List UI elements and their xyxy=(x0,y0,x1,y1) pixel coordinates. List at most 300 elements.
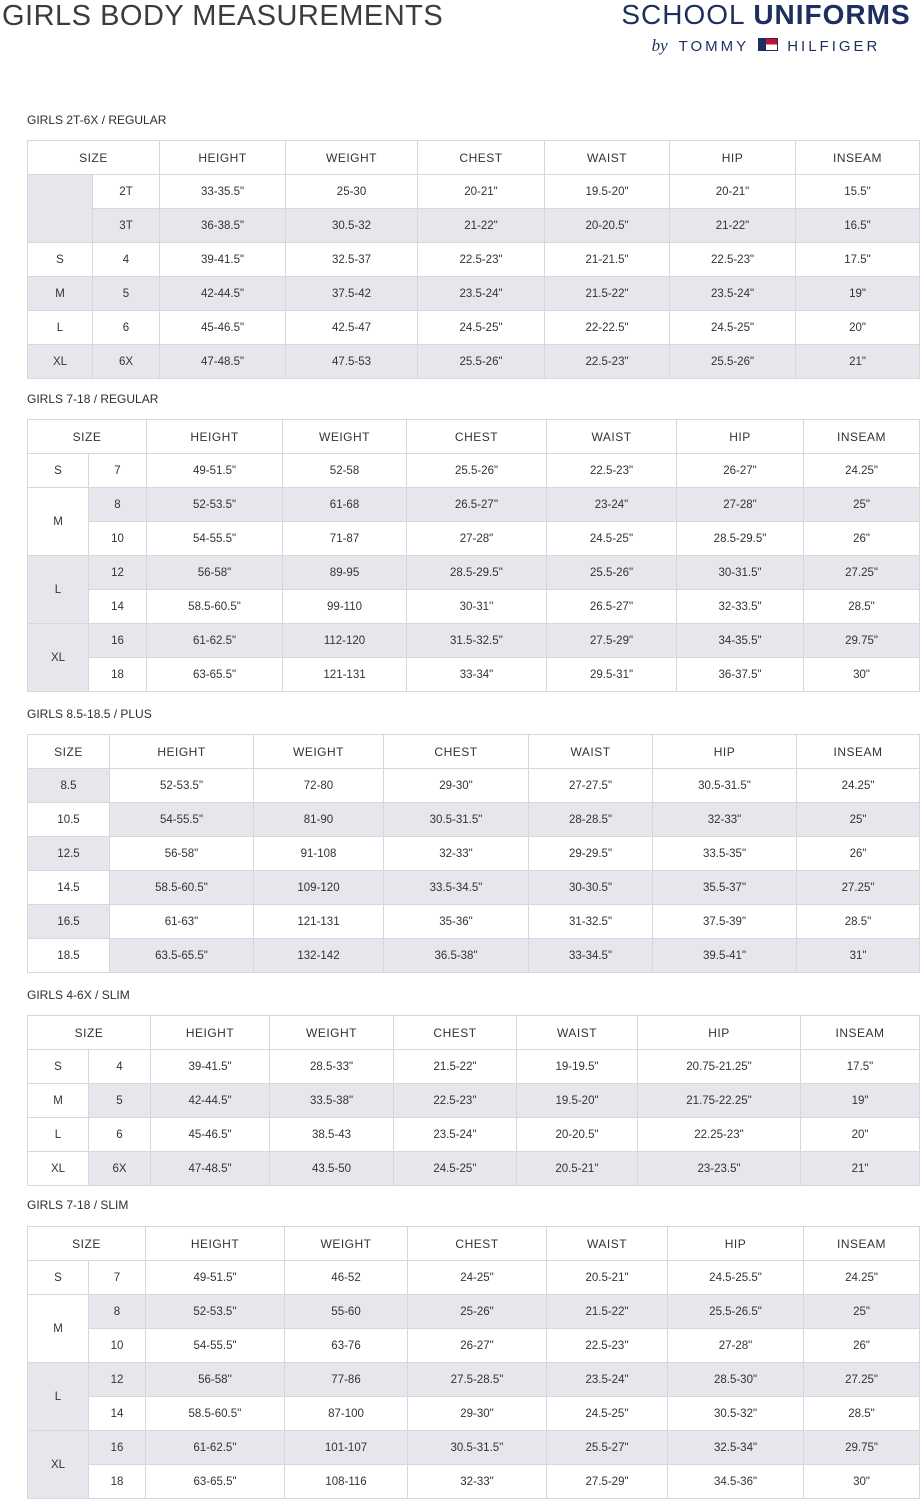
hip-cell: 24.5-25.5" xyxy=(668,1261,804,1295)
col-height: HEIGHT xyxy=(160,141,286,175)
chest-cell: 26-27" xyxy=(408,1329,547,1363)
size-group: L xyxy=(28,311,93,345)
size-cell: 10.5 xyxy=(28,803,110,837)
weight-cell: 55-60 xyxy=(285,1295,408,1329)
size-cell: 5 xyxy=(93,277,160,311)
inseam-cell: 30" xyxy=(804,1465,920,1499)
chest-cell: 22.5-23'' xyxy=(394,1084,517,1118)
chest-cell: 36.5-38" xyxy=(384,939,529,973)
inseam-cell: 25" xyxy=(797,803,920,837)
weight-cell: 89-95 xyxy=(283,556,407,590)
hip-cell: 25.5-26" xyxy=(670,345,796,379)
col-hip: HIP xyxy=(668,1227,804,1261)
height-cell: 63.5-65.5" xyxy=(110,939,254,973)
weight-cell: 42.5-47 xyxy=(286,311,418,345)
col-chest: CHEST xyxy=(384,735,529,769)
table-row xyxy=(28,871,920,905)
height-cell: 56-58" xyxy=(147,556,283,590)
height-cell: 52-53.5" xyxy=(147,488,283,522)
hip-cell: 20-21" xyxy=(670,175,796,209)
table-header-row xyxy=(28,1227,920,1261)
hip-cell: 26-27" xyxy=(677,454,804,488)
chest-cell: 30.5-31.5'' xyxy=(408,1431,547,1465)
table-row xyxy=(28,803,920,837)
weight-cell: 77-86 xyxy=(285,1363,408,1397)
inseam-cell: 27.25" xyxy=(804,1363,920,1397)
chest-cell: 30.5-31.5" xyxy=(384,803,529,837)
col-chest: CHEST xyxy=(408,1227,547,1261)
height-cell: 54-55.5" xyxy=(146,1329,285,1363)
col-size: SIZE xyxy=(28,735,110,769)
col-hip: HIP xyxy=(670,141,796,175)
size-cell: 7 xyxy=(89,454,147,488)
page-title: GIRLS BODY MEASUREMENTS xyxy=(2,0,444,32)
height-cell: 36-38.5" xyxy=(160,209,286,243)
hip-cell: 28.5-30" xyxy=(668,1363,804,1397)
hip-cell: 36-37.5" xyxy=(677,658,804,692)
inseam-cell: 24.25" xyxy=(804,1261,920,1295)
size-group xyxy=(28,175,93,243)
table-row xyxy=(28,905,920,939)
weight-cell: 33.5-38" xyxy=(270,1084,394,1118)
waist-cell: 30-30.5" xyxy=(529,871,653,905)
table-header-row xyxy=(28,420,920,454)
size-cell: 3T xyxy=(93,209,160,243)
height-cell: 56-58" xyxy=(110,837,254,871)
inseam-cell: 15.5" xyxy=(796,175,920,209)
hip-cell: 22.25-23" xyxy=(638,1118,801,1152)
waist-cell: 22-22.5" xyxy=(545,311,670,345)
size-cell: 14 xyxy=(89,590,147,624)
inseam-cell: 26" xyxy=(804,1329,920,1363)
hip-cell: 30-31.5" xyxy=(677,556,804,590)
table-row xyxy=(28,311,920,345)
brand-logo xyxy=(621,0,911,56)
chest-cell: 20-21" xyxy=(418,175,545,209)
col-size: SIZE xyxy=(28,1227,146,1261)
height-cell: 54-55.5" xyxy=(110,803,254,837)
height-cell: 33-35.5" xyxy=(160,175,286,209)
waist-cell: 21-21.5" xyxy=(545,243,670,277)
table-header-row xyxy=(28,141,920,175)
table-row xyxy=(28,277,920,311)
waist-cell: 23-24" xyxy=(547,488,677,522)
col-height: HEIGHT xyxy=(146,1227,285,1261)
chest-cell: 24.5-25" xyxy=(418,311,545,345)
chest-cell: 33.5-34.5" xyxy=(384,871,529,905)
waist-cell: 31-32.5" xyxy=(529,905,653,939)
waist-cell: 25.5-27" xyxy=(547,1431,668,1465)
col-waist: WAIST xyxy=(547,1227,668,1261)
inseam-cell: 24.25" xyxy=(804,454,920,488)
hip-cell: 32-33" xyxy=(653,803,797,837)
weight-cell: 37.5-42 xyxy=(286,277,418,311)
chest-cell: 32-33" xyxy=(408,1465,547,1499)
chest-cell: 23.5-24" xyxy=(418,277,545,311)
col-height: HEIGHT xyxy=(110,735,254,769)
hip-cell: 32.5-34" xyxy=(668,1431,804,1465)
table-row xyxy=(28,1329,920,1363)
chest-cell: 25-26" xyxy=(408,1295,547,1329)
height-cell: 61-62.5" xyxy=(147,624,283,658)
height-cell: 39-41.5" xyxy=(151,1050,270,1084)
table-row xyxy=(28,243,920,277)
weight-cell: 121-131 xyxy=(283,658,407,692)
section-title-2t-6x-regular: GIRLS 2T-6X / REGULAR xyxy=(27,113,167,127)
weight-cell: 109-120 xyxy=(254,871,384,905)
size-cell: 10 xyxy=(89,1329,146,1363)
size-group: XL xyxy=(28,1152,89,1186)
chest-cell: 35-36" xyxy=(384,905,529,939)
chest-cell: 31.5-32.5'' xyxy=(407,624,547,658)
size-cell: 16.5 xyxy=(28,905,110,939)
height-cell: 56-58'' xyxy=(146,1363,285,1397)
size-group: L xyxy=(28,1118,89,1152)
size-cell: 8.5 xyxy=(28,769,110,803)
size-cell: 12 xyxy=(89,1363,146,1397)
hip-cell: 23-23.5" xyxy=(638,1152,801,1186)
size-cell: 18.5 xyxy=(28,939,110,973)
table-row xyxy=(28,1152,920,1186)
inseam-cell: 29.75" xyxy=(804,624,920,658)
waist-cell: 24.5-25'' xyxy=(547,522,677,556)
table-row xyxy=(28,1397,920,1431)
size-group: M xyxy=(28,1295,89,1363)
size-cell: 6X xyxy=(93,345,160,379)
chest-cell: 26.5-27'' xyxy=(407,488,547,522)
table-row xyxy=(28,837,920,871)
col-height: HEIGHT xyxy=(151,1016,270,1050)
size-group: M xyxy=(28,1084,89,1118)
waist-cell: 33-34.5" xyxy=(529,939,653,973)
section-title-7-18-slim: GIRLS 7-18 / SLIM xyxy=(27,1198,129,1212)
table-row xyxy=(28,556,920,590)
size-table-4-6x-slim xyxy=(27,1015,920,1186)
col-waist: WAIST xyxy=(547,420,677,454)
size-table-2t-6x-regular xyxy=(27,140,920,379)
col-inseam: INSEAM xyxy=(804,420,920,454)
size-cell: 8 xyxy=(89,1295,146,1329)
size-group: S xyxy=(28,454,89,488)
height-cell: 63-65.5" xyxy=(147,658,283,692)
size-cell: 14.5 xyxy=(28,871,110,905)
weight-cell: 99-110 xyxy=(283,590,407,624)
size-cell: 12 xyxy=(89,556,147,590)
weight-cell: 38.5-43 xyxy=(270,1118,394,1152)
size-cell: 4 xyxy=(93,243,160,277)
size-cell: 6 xyxy=(93,311,160,345)
waist-cell: 20-20.5" xyxy=(545,209,670,243)
col-inseam: INSEAM xyxy=(796,141,920,175)
col-chest: CHEST xyxy=(394,1016,517,1050)
waist-cell: 22.5-23'' xyxy=(547,1329,668,1363)
table-row xyxy=(28,1295,920,1329)
chest-cell: 24-25" xyxy=(408,1261,547,1295)
col-waist: WAIST xyxy=(517,1016,638,1050)
height-cell: 61-62.5'' xyxy=(146,1431,285,1465)
size-group: S xyxy=(28,1261,89,1295)
table-row xyxy=(28,1261,920,1295)
col-waist: WAIST xyxy=(545,141,670,175)
table-header-row xyxy=(28,1016,920,1050)
size-cell: 18 xyxy=(89,658,147,692)
chest-cell: 29-30" xyxy=(408,1397,547,1431)
hip-cell: 30.5-32" xyxy=(668,1397,804,1431)
size-cell: 16 xyxy=(89,1431,146,1465)
chest-cell: 27.5-28.5" xyxy=(408,1363,547,1397)
hip-cell: 30.5-31.5" xyxy=(653,769,797,803)
chest-cell: 28.5-29.5'' xyxy=(407,556,547,590)
col-chest: CHEST xyxy=(407,420,547,454)
col-hip: HIP xyxy=(653,735,797,769)
height-cell: 47-48.5" xyxy=(160,345,286,379)
col-height: HEIGHT xyxy=(147,420,283,454)
table-row xyxy=(28,522,920,556)
waist-cell: 28-28.5" xyxy=(529,803,653,837)
size-cell: 7 xyxy=(89,1261,146,1295)
table-row xyxy=(28,488,920,522)
hip-cell: 27-28" xyxy=(668,1329,804,1363)
size-cell: 18 xyxy=(89,1465,146,1499)
height-cell: 58.5-60.5" xyxy=(110,871,254,905)
col-weight: WEIGHT xyxy=(270,1016,394,1050)
weight-cell: 72-80 xyxy=(254,769,384,803)
size-group: XL xyxy=(28,345,93,379)
table-row xyxy=(28,658,920,692)
height-cell: 52-53.5" xyxy=(110,769,254,803)
size-cell: 10 xyxy=(89,522,147,556)
hip-cell: 20.75-21.25" xyxy=(638,1050,801,1084)
weight-cell: 108-116 xyxy=(285,1465,408,1499)
waist-cell: 22.5-23" xyxy=(547,454,677,488)
col-waist: WAIST xyxy=(529,735,653,769)
table-row xyxy=(28,175,920,209)
height-cell: 52-53.5'' xyxy=(146,1295,285,1329)
height-cell: 49-51.5" xyxy=(147,454,283,488)
hip-cell: 39.5-41" xyxy=(653,939,797,973)
waist-cell: 20.5-21'' xyxy=(517,1152,638,1186)
waist-cell: 26.5-27'' xyxy=(547,590,677,624)
size-table-plus xyxy=(27,734,920,973)
chest-cell: 29-30" xyxy=(384,769,529,803)
inseam-cell: 30" xyxy=(804,658,920,692)
hip-cell: 22.5-23" xyxy=(670,243,796,277)
weight-cell: 61-68 xyxy=(283,488,407,522)
table-row xyxy=(28,454,920,488)
chest-cell: 22.5-23" xyxy=(418,243,545,277)
table-row xyxy=(28,209,920,243)
col-inseam: INSEAM xyxy=(797,735,920,769)
inseam-cell: 27.25" xyxy=(797,871,920,905)
size-group: XL xyxy=(28,624,89,692)
waist-cell: 21.5-22" xyxy=(547,1295,668,1329)
inseam-cell: 25" xyxy=(804,488,920,522)
hip-cell: 23.5-24" xyxy=(670,277,796,311)
height-cell: 61-63" xyxy=(110,905,254,939)
weight-cell: 112-120 xyxy=(283,624,407,658)
hip-cell: 27-28" xyxy=(677,488,804,522)
waist-cell: 22.5-23" xyxy=(545,345,670,379)
chest-cell: 24.5-25'' xyxy=(394,1152,517,1186)
waist-cell: 27.5-29" xyxy=(547,624,677,658)
inseam-cell: 20" xyxy=(801,1118,920,1152)
hip-cell: 24.5-25" xyxy=(670,311,796,345)
weight-cell: 28.5-33" xyxy=(270,1050,394,1084)
hip-cell: 21.75-22.25" xyxy=(638,1084,801,1118)
flag-icon xyxy=(758,38,778,51)
weight-cell: 121-131 xyxy=(254,905,384,939)
weight-cell: 71-87 xyxy=(283,522,407,556)
weight-cell: 81-90 xyxy=(254,803,384,837)
waist-cell: 24.5-25'' xyxy=(547,1397,668,1431)
size-cell: 14 xyxy=(89,1397,146,1431)
waist-cell: 25.5-26" xyxy=(547,556,677,590)
waist-cell: 20-20.5" xyxy=(517,1118,638,1152)
hip-cell: 25.5-26.5" xyxy=(668,1295,804,1329)
inseam-cell: 26" xyxy=(804,522,920,556)
weight-cell: 63-76 xyxy=(285,1329,408,1363)
size-cell: 12.5 xyxy=(28,837,110,871)
size-table-7-18-regular xyxy=(27,419,920,692)
size-cell: 8 xyxy=(89,488,147,522)
height-cell: 63-65.5" xyxy=(146,1465,285,1499)
brand-subline: by TOMMY HILFIGER xyxy=(651,36,881,55)
height-cell: 58.5-60.5" xyxy=(147,590,283,624)
hip-cell: 34-35.5" xyxy=(677,624,804,658)
inseam-cell: 17.5" xyxy=(801,1050,920,1084)
inseam-cell: 20" xyxy=(796,311,920,345)
col-size: SIZE xyxy=(28,141,160,175)
hip-cell: 33.5-35" xyxy=(653,837,797,871)
hip-cell: 34.5-36" xyxy=(668,1465,804,1499)
table-row xyxy=(28,1084,920,1118)
hip-cell: 28.5-29.5" xyxy=(677,522,804,556)
weight-cell: 30.5-32 xyxy=(286,209,418,243)
table-row xyxy=(28,624,920,658)
col-hip: HIP xyxy=(677,420,804,454)
chest-cell: 30-31'' xyxy=(407,590,547,624)
chest-cell: 32-33" xyxy=(384,837,529,871)
weight-cell: 101-107 xyxy=(285,1431,408,1465)
inseam-cell: 19" xyxy=(796,277,920,311)
size-group: M xyxy=(28,488,89,556)
inseam-cell: 26" xyxy=(797,837,920,871)
height-cell: 49-51.5" xyxy=(146,1261,285,1295)
size-group: S xyxy=(28,1050,89,1084)
table-row xyxy=(28,769,920,803)
chest-cell: 25.5-26" xyxy=(407,454,547,488)
height-cell: 54-55.5" xyxy=(147,522,283,556)
waist-cell: 20.5-21" xyxy=(547,1261,668,1295)
size-cell: 16 xyxy=(89,624,147,658)
hip-cell: 35.5-37" xyxy=(653,871,797,905)
chest-cell: 27-28" xyxy=(407,522,547,556)
inseam-cell: 28.5" xyxy=(804,590,920,624)
weight-cell: 46-52 xyxy=(285,1261,408,1295)
section-title-plus: GIRLS 8.5-18.5 / PLUS xyxy=(27,707,152,721)
section-title-4-6x-slim: GIRLS 4-6X / SLIM xyxy=(27,988,130,1002)
col-weight: WEIGHT xyxy=(285,1227,408,1261)
inseam-cell: 17.5" xyxy=(796,243,920,277)
col-chest: CHEST xyxy=(418,141,545,175)
section-title-7-18-regular: GIRLS 7-18 / REGULAR xyxy=(27,392,159,406)
brand-name: SCHOOL UNIFORMS xyxy=(621,0,911,30)
chest-cell: 23.5-24'' xyxy=(394,1118,517,1152)
waist-cell: 23.5-24" xyxy=(547,1363,668,1397)
size-cell: 5 xyxy=(89,1084,151,1118)
inseam-cell: 21" xyxy=(796,345,920,379)
weight-cell: 91-108 xyxy=(254,837,384,871)
table-header-row xyxy=(28,735,920,769)
waist-cell: 29-29.5" xyxy=(529,837,653,871)
weight-cell: 132-142 xyxy=(254,939,384,973)
height-cell: 45-46.5" xyxy=(151,1118,270,1152)
size-group: S xyxy=(28,243,93,277)
size-group: M xyxy=(28,277,93,311)
table-row xyxy=(28,1431,920,1465)
table-row xyxy=(28,345,920,379)
col-weight: WEIGHT xyxy=(283,420,407,454)
height-cell: 45-46.5" xyxy=(160,311,286,345)
waist-cell: 19.5-20" xyxy=(545,175,670,209)
inseam-cell: 27.25" xyxy=(804,556,920,590)
size-group: L xyxy=(28,556,89,624)
chest-cell: 21-22" xyxy=(418,209,545,243)
height-cell: 42-44.5" xyxy=(160,277,286,311)
col-weight: WEIGHT xyxy=(286,141,418,175)
waist-cell: 21.5-22" xyxy=(545,277,670,311)
size-group: XL xyxy=(28,1431,89,1499)
weight-cell: 43.5-50 xyxy=(270,1152,394,1186)
weight-cell: 47.5-53 xyxy=(286,345,418,379)
waist-cell: 27.5-29" xyxy=(547,1465,668,1499)
inseam-cell: 24.25" xyxy=(797,769,920,803)
waist-cell: 19-19.5" xyxy=(517,1050,638,1084)
inseam-cell: 16.5" xyxy=(796,209,920,243)
col-size: SIZE xyxy=(28,420,147,454)
table-row xyxy=(28,590,920,624)
col-inseam: INSEAM xyxy=(804,1227,920,1261)
table-row xyxy=(28,1050,920,1084)
waist-cell: 29.5-31" xyxy=(547,658,677,692)
inseam-cell: 28.5" xyxy=(797,905,920,939)
height-cell: 58.5-60.5'' xyxy=(146,1397,285,1431)
hip-cell: 32-33.5" xyxy=(677,590,804,624)
hip-cell: 21-22" xyxy=(670,209,796,243)
waist-cell: 19.5-20" xyxy=(517,1084,638,1118)
hip-cell: 37.5-39" xyxy=(653,905,797,939)
weight-cell: 25-30 xyxy=(286,175,418,209)
chest-cell: 21.5-22" xyxy=(394,1050,517,1084)
chest-cell: 25.5-26" xyxy=(418,345,545,379)
col-size: SIZE xyxy=(28,1016,151,1050)
col-hip: HIP xyxy=(638,1016,801,1050)
inseam-cell: 31" xyxy=(797,939,920,973)
size-group: L xyxy=(28,1363,89,1431)
table-row xyxy=(28,1118,920,1152)
col-inseam: INSEAM xyxy=(801,1016,920,1050)
size-cell: 4 xyxy=(89,1050,151,1084)
height-cell: 42-44.5" xyxy=(151,1084,270,1118)
inseam-cell: 19" xyxy=(801,1084,920,1118)
weight-cell: 32.5-37 xyxy=(286,243,418,277)
table-row xyxy=(28,939,920,973)
table-row xyxy=(28,1465,920,1499)
size-table-7-18-slim xyxy=(27,1226,920,1499)
weight-cell: 52-58 xyxy=(283,454,407,488)
size-cell: 6X xyxy=(89,1152,151,1186)
table-row xyxy=(28,1363,920,1397)
